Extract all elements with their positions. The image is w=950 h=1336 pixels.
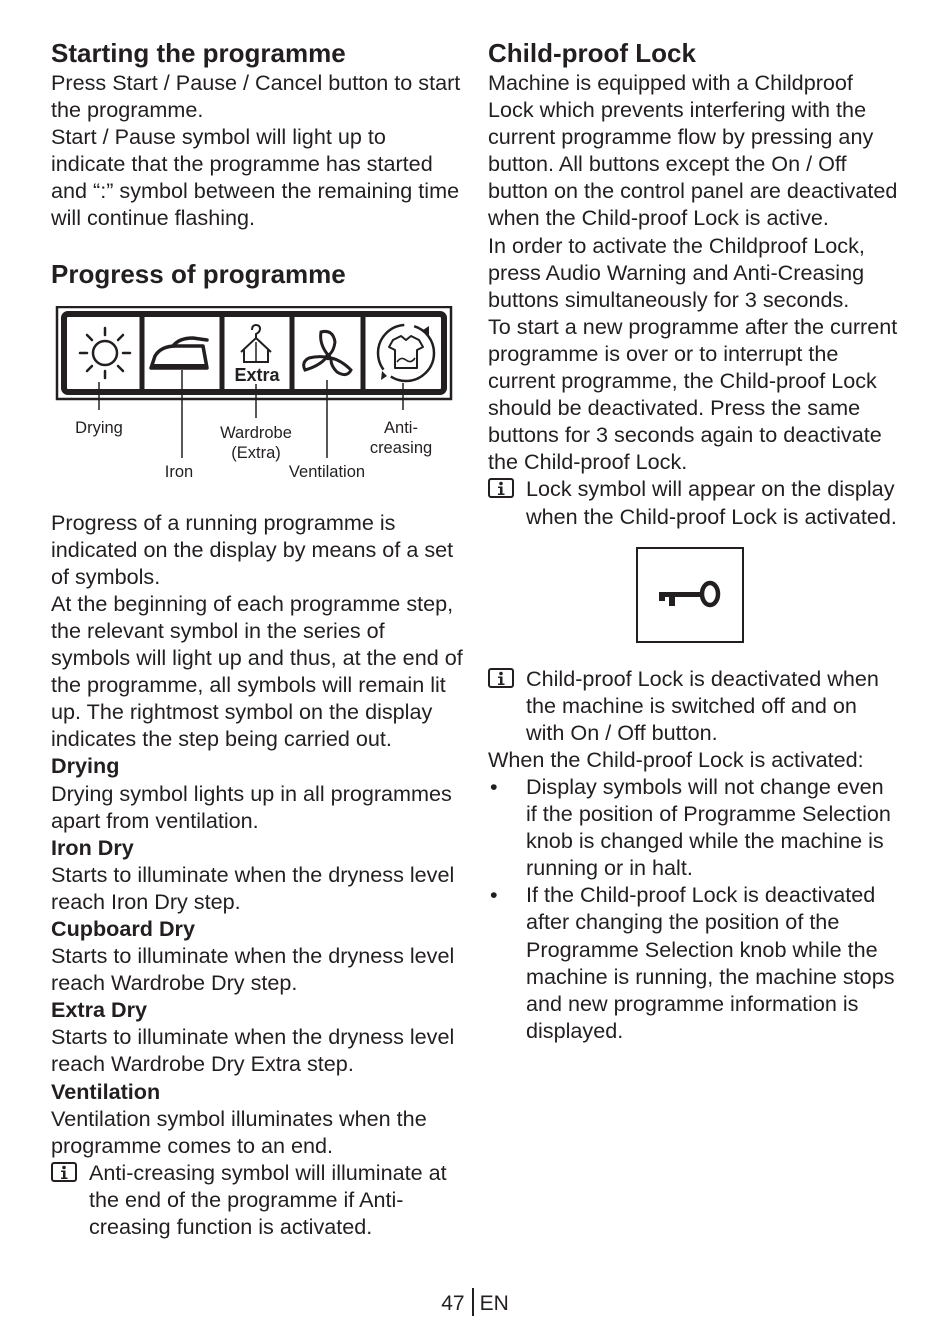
starting-para-2: Start / Pause symbol will light up to indicate that the programme has started and “:” symbol between the remaining time will continue flashing. [51, 124, 460, 231]
fan-icon [304, 331, 351, 374]
childlock-para-2: In order to activate the Childproof Lock, press Audio Warning and Anti-Creasing buttons simultaneously for 3 seconds. [488, 232, 865, 312]
label-anti-line2: creasing [369, 438, 433, 457]
page-number: 47 [441, 1292, 465, 1315]
anti-creasing-note-text: Anti-creasing symbol will illuminate at the end of the programme if Anti-creasing function is activated. [89, 1159, 447, 1239]
bullet-text-1: Display symbols will not change even if the position of Programme Selection knob is changed while the machine is running or in halt. [526, 773, 891, 881]
section-iron-dry-text: Starts to illuminate when the dryness level reach Iron Dry step. [51, 861, 455, 914]
section-extra-dry-text: Starts to illuminate when the dryness level reach Wardrobe Dry Extra step. [51, 1024, 455, 1077]
lock-deactivate-note-text: Child-proof Lock is deactivated when the machine is switched off and on with On / Off button. [526, 665, 879, 745]
childlock-para-1: Machine is equipped with a Childproof Lock which prevents interfering with the current programme flow by pressing any button. All buttons except the On / Off button on the control panel are deactivated when the Child-proof Lock is active. [488, 70, 898, 231]
label-wardrobe-line2: (Extra) [231, 443, 281, 462]
starting-heading: Starting the programme [51, 38, 346, 68]
bullet-dot: • [490, 773, 498, 799]
info-icon [488, 668, 514, 688]
section-extra-dry-heading: Extra Dry [51, 997, 148, 1023]
bullet-text-2: If the Child-proof Lock is deactivated after changing the position of the Programme Selection knob while the machine is running, the machine stops and new programme information is displayed. [526, 882, 895, 1043]
section-iron-dry-heading: Iron Dry [51, 834, 134, 860]
section-cupboard-dry-heading: Cupboard Dry [51, 915, 195, 941]
childlock-heading: Child-proof Lock [488, 38, 696, 68]
bullet-item [488, 881, 898, 1044]
extra-label: Extra [234, 364, 280, 385]
label-wardrobe-extra [211, 423, 301, 463]
progress-heading: Progress of programme [51, 258, 346, 289]
anti-creasing-note [51, 1159, 463, 1240]
section-cupboard-dry-text: Starts to illuminate when the dryness level reach Wardrobe Dry step. [51, 943, 455, 996]
label-anti-creasing [363, 418, 439, 458]
iron-icon [151, 338, 207, 368]
label-ventilation: Ventilation [288, 462, 366, 481]
language-code: EN [479, 1292, 509, 1315]
progress-display-diagram [51, 306, 463, 484]
info-icon [51, 1162, 77, 1182]
key-icon [655, 578, 725, 612]
label-wardrobe-line1: Wardrobe [220, 423, 292, 442]
starting-para-1: Press Start / Pause / Cancel button to start the programme. [51, 70, 461, 123]
section-ventilation-heading: Ventilation [51, 1078, 161, 1104]
progress-para-1: Progress of a running programme is indicated on the display by means of a set of symbols. [51, 509, 454, 589]
hanger-shirt-icon [234, 325, 280, 385]
page-footer [0, 1289, 950, 1319]
sun-icon [80, 328, 130, 378]
section-ventilation-text: Ventilation symbol illuminates when the programme comes to an end. [51, 1105, 427, 1158]
footer-divider [472, 1288, 474, 1316]
when-activated-text: When the Child-proof Lock is activated: [488, 746, 864, 772]
section-drying-heading: Drying [51, 753, 120, 779]
info-icon [488, 478, 514, 498]
lock-deactivate-note [488, 665, 898, 746]
section-drying-text: Drying symbol lights up in all programmes apart from ventilation. [51, 780, 452, 833]
lock-symbol-box [636, 547, 744, 643]
lock-symbol-note-text: Lock symbol will appear on the display when the Child-proof Lock is activated. [526, 476, 897, 529]
lock-symbol-note [488, 475, 898, 529]
right-column [488, 38, 898, 1044]
left-column [51, 38, 463, 1240]
bullet-item [488, 773, 898, 881]
label-anti-line1: Anti- [384, 418, 418, 437]
bullet-dot: • [490, 882, 498, 908]
childlock-para-3: To start a new programme after the current programme is over or to interrupt the current programme, the Child-proof Lock should be deactivated. Press the same buttons for 3 seconds again to deactivate the Child-proof Lock. [488, 313, 898, 475]
label-iron: Iron [164, 462, 194, 481]
label-drying: Drying [75, 418, 123, 437]
anti-creasing-icon [378, 325, 434, 381]
progress-para-2: At the beginning of each programme step, the relevant symbol in the series of symbols will light up and thus, at the end of the programme, all symbols will remain lit up. The rightmost symbol on the display indicates the step being carried out. [51, 590, 463, 752]
